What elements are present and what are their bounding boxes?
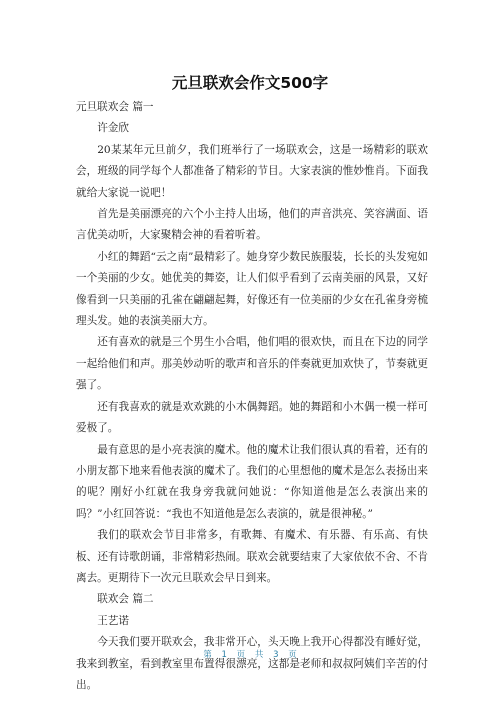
document-title: 元旦联欢会作文500字 — [171, 74, 329, 92]
paragraph: 还有喜欢的就是三个男生小合唱，他们唱的很欢快，而且在下边的同学一起给他们和声。那美妙动听的歌声和音乐的伴奏就更加欢快了，节奏就更强了。 — [76, 336, 428, 392]
paragraph: 许金欣 — [97, 122, 129, 135]
footer-total-pages: 3 — [273, 650, 279, 660]
footer-current-page: 1 — [221, 650, 227, 660]
paragraph: 20某某年元旦前夕，我们班举行了一场联欢会，这是一场精彩的联欢会，班级的同学每个人都准备了精彩的节目。大家表演的惟妙惟肖。下面我就给大家说一说吧！ — [76, 143, 428, 199]
footer-label-ye: 页 — [236, 650, 246, 660]
paragraph: 小红的舞蹈“云之南”最精彩了。她身穿少数民族服装，长长的头发宛如一个美丽的少女。她优美的舞姿，让人们似乎看到了云南美丽的风景，又好像看到一只美丽的孔雀在翩翩起舞，好像还有一位美丽的少女在孔雀身旁梳理头发。她的表演美丽大方。 — [76, 250, 428, 328]
footer-label-gong: 共 — [254, 650, 264, 660]
page-footer — [0, 649, 500, 661]
paragraph: 今天我们要开联欢会，我非常开心，头天晚上我开心得都没有睡好觉，我来到教室，看到教室里布置得很漂亮，这都是老师和叔叔阿姨们辛苦的付出。 — [76, 636, 428, 691]
paragraph: 元旦联欢会 篇一 — [76, 101, 154, 113]
footer-label-ye-end: 页 — [288, 650, 297, 660]
paragraph: 王艺诺 — [97, 614, 129, 627]
paragraph: 还有我喜欢的就是欢欢跳的小木偶舞蹈。她的舞蹈和小木偶一模一样可爱极了。 — [76, 400, 428, 435]
paragraph: 我们的联欢会节目非常多，有歌舞、有魔术、有乐器、有乐高、有快板、还有诗歌朗诵，非常精彩热闹。联欢会就要结束了大家依依不舍、不肯离去。更期待下一次元旦联欢会早日到来。 — [76, 529, 428, 584]
footer-label-di: 第 — [203, 650, 212, 660]
document-body — [76, 97, 428, 696]
paragraph: 首先是美丽漂亮的六个小主持人出场，他们的声音洪亮、笑容满面、语言优美动听，大家聚精会神的看着听着。 — [76, 208, 428, 242]
paragraph: 联欢会 篇二 — [97, 593, 154, 606]
paragraph: 最有意思的是小亮表演的魔术。他的魔术让我们很认真的看着，还有的小朋友都下地来看他表演的魔术了。我们的心里想他的魔术是怎么表扬出来的呢？刚好小红就在我身旁我就问她说：“你知道他是怎么表演出来的吗？”小红回答说：“我也不知道他是怎么表演的，就是很神秘。” — [76, 443, 428, 520]
